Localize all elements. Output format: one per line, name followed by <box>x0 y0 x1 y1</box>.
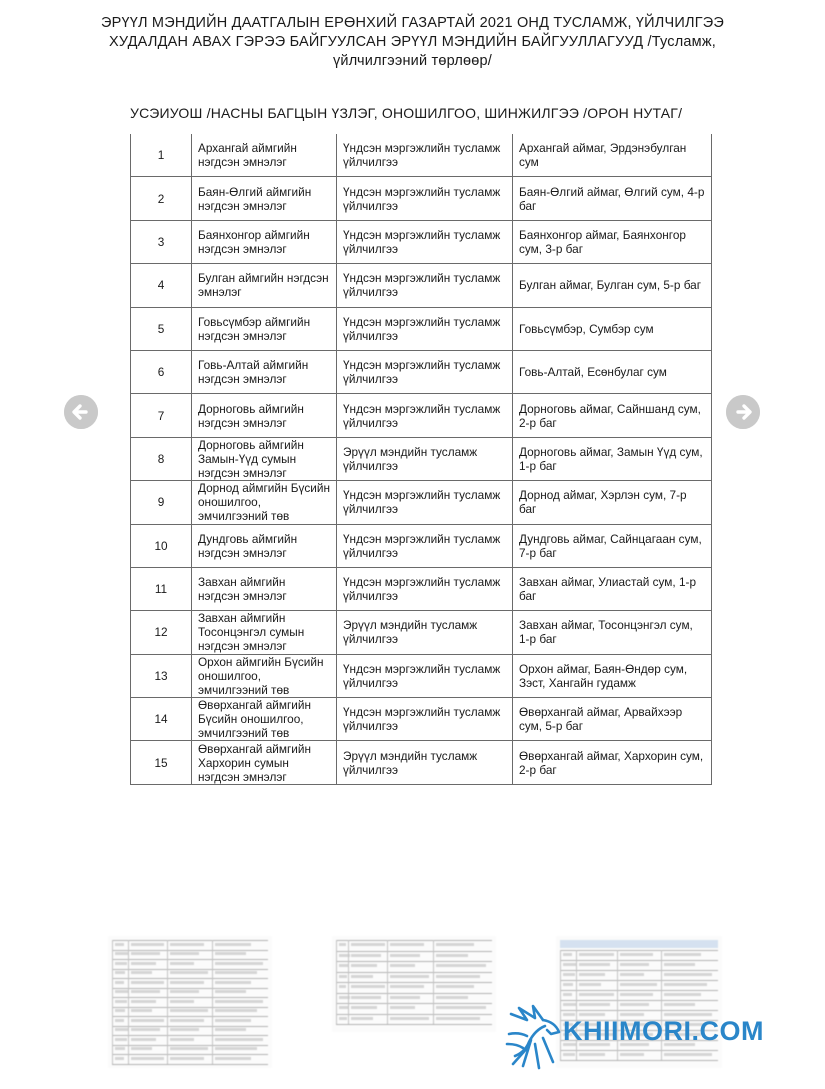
thumbnail-rule <box>336 1014 492 1015</box>
thumbnail-text <box>436 964 486 967</box>
thumbnail-text <box>131 981 164 984</box>
thumbnail-text <box>579 993 614 996</box>
service-type: Үндсэн мэргэжлийн тусламж үйлчилгээ <box>337 264 513 307</box>
hospital-table <box>130 134 712 785</box>
service-type: Үндсэн мэргэжлийн тусламж үйлчилгээ <box>337 567 513 610</box>
thumbnail-text <box>563 973 575 976</box>
thumbnail-column-rule <box>433 940 434 1024</box>
row-number: 7 <box>131 394 192 437</box>
thumbnail-rule <box>112 959 268 960</box>
hospital-location: Өвөрхангай аймаг, Хархорин сум, 2-р баг <box>513 741 712 784</box>
thumbnail-text <box>620 993 653 996</box>
thumbnail-text <box>170 1038 195 1041</box>
thumbnail-rule <box>112 969 268 970</box>
thumbnail-text <box>390 985 424 988</box>
thumbnail-text <box>115 1057 124 1060</box>
thumbnail-column-rule <box>336 940 337 1024</box>
thumbnail-text <box>115 1009 125 1012</box>
hospital-name: Говьсүмбэр аймгийн нэгдсэн эмнэлэг <box>192 307 337 350</box>
thumbnail-rule <box>560 990 718 991</box>
thumbnail-column-rule <box>112 940 113 1064</box>
thumbnail-text <box>579 953 614 956</box>
thumbnail-text <box>215 1019 252 1022</box>
row-number: 6 <box>131 350 192 393</box>
thumbnail-rule <box>560 970 718 971</box>
table-row <box>131 220 712 263</box>
thumbnail-text <box>170 943 204 946</box>
thumbnail-rule <box>336 993 492 994</box>
service-type: Үндсэн мэргэжлийн тусламж үйлчилгээ <box>337 350 513 393</box>
previous-page-button[interactable] <box>64 395 98 429</box>
table-row <box>131 437 712 480</box>
row-number: 11 <box>131 567 192 610</box>
thumbnail-text <box>215 962 263 965</box>
service-type: Үндсэн мэргэжлийн тусламж үйлчилгээ <box>337 220 513 263</box>
hospital-name: Орхон аймгийн Бүсийн оношилгоо, эмчилгээний төв <box>192 654 337 697</box>
thumbnail-text <box>339 1006 348 1009</box>
thumbnail-text <box>351 1017 372 1020</box>
thumbnail-text <box>115 1000 127 1003</box>
thumbnail-text <box>215 1009 257 1012</box>
thumbnail-text <box>563 983 573 986</box>
thumbnail-text <box>563 953 572 956</box>
thumbnail-text <box>620 963 649 966</box>
site-watermark <box>505 1004 805 1074</box>
arrow-left-icon <box>64 395 98 429</box>
thumbnail-text <box>170 1009 208 1012</box>
thumbnail-rule <box>112 1026 268 1027</box>
thumbnail-text <box>664 993 701 996</box>
thumbnail-column-rule <box>167 940 168 1064</box>
thumbnail-text <box>131 1047 152 1050</box>
table-row <box>131 394 712 437</box>
service-type: Эрүүл мэндийн тусламж үйлчилгээ <box>337 437 513 480</box>
service-type: Үндсэн мэргэжлийн тусламж үйлчилгээ <box>337 177 513 220</box>
table-row <box>131 350 712 393</box>
thumbnail-text <box>390 964 415 967</box>
thumbnail-text <box>131 1019 164 1022</box>
table-row <box>131 307 712 350</box>
service-type: Үндсэн мэргэжлийн тусламж үйлчилгээ <box>337 481 513 524</box>
thumbnail-text <box>215 990 246 993</box>
hospital-name: Дорноговь аймгийн нэгдсэн эмнэлэг <box>192 394 337 437</box>
thumbnail-text <box>215 971 257 974</box>
row-number: 13 <box>131 654 192 697</box>
thumbnail-rule <box>112 1035 268 1036</box>
thumbnail-text <box>215 952 246 955</box>
thumbnail-rule <box>112 1016 268 1017</box>
thumbnail-text <box>170 971 208 974</box>
table-row <box>131 524 712 567</box>
thumbnail-text <box>170 1057 204 1060</box>
table-row <box>131 567 712 610</box>
thumbnail-text <box>115 1038 127 1041</box>
hospital-name: Завхан аймгийн Тосонцэнгэл сумын нэгдсэн эмнэлэг <box>192 611 337 654</box>
thumbnail-text <box>131 971 152 974</box>
thumbnail-rule <box>112 1054 268 1055</box>
hospital-location: Өвөрхангай аймаг, Арвайхээр сум, 5-р баг <box>513 698 712 741</box>
thumbnail-rule <box>112 940 268 941</box>
thumbnail-text <box>215 1028 246 1031</box>
row-number: 5 <box>131 307 192 350</box>
thumbnail-text <box>390 1006 415 1009</box>
hospital-name: Баян-Өлгий аймгийн нэгдсэн эмнэлэг <box>192 177 337 220</box>
thumbnail-rule <box>112 997 268 998</box>
thumbnail-rule <box>560 1000 718 1001</box>
thumbnail-text <box>390 954 419 957</box>
service-type: Эрүүл мэндийн тусламж үйлчилгээ <box>337 741 513 784</box>
thumbnail-column-rule <box>348 940 349 1024</box>
thumbnail-text <box>170 981 204 984</box>
service-type: Үндсэн мэргэжлийн тусламж үйлчилгээ <box>337 394 513 437</box>
thumbnail-rule <box>336 1024 492 1025</box>
document-title: ЭРҮҮЛ МЭНДИЙН ДААТГАЛЫН ЕРӨНХИЙ ГАЗАРТАЙ 2021 ОНД ТУСЛАМЖ, ҮЙЛЧИЛГЭЭ ХУДАЛДАН АВАХ ГЭРЭЭ БАЙГУУЛСАН ЭРҮҮЛ МЭНДИЙН БАЙГУУЛЛАГУУД /Тусламж, үйлчилгээний төрлөөр/ <box>100 15 725 69</box>
thumbnail-text <box>390 1017 428 1020</box>
arrow-right-icon <box>726 395 760 429</box>
thumbnail-text <box>620 983 658 986</box>
thumbnail-text <box>115 1047 125 1050</box>
hospital-location: Говьсүмбэр, Сумбэр сум <box>513 307 712 350</box>
table-row <box>131 481 712 524</box>
thumbnail-rule <box>560 950 718 951</box>
thumbnail-column-rule <box>387 940 388 1024</box>
row-number: 14 <box>131 698 192 741</box>
thumbnail-text <box>351 954 380 957</box>
row-number: 9 <box>131 481 192 524</box>
hospital-location: Баянхонгор аймаг, Баянхонгор сум, 3-р баг <box>513 220 712 263</box>
thumbnail-text <box>664 963 695 966</box>
row-number: 10 <box>131 524 192 567</box>
hospital-name: Булган аймгийн нэгдсэн эмнэлэг <box>192 264 337 307</box>
thumbnail-text <box>664 983 707 986</box>
document-subtitle: УСЭИУОШ /НАСНЫ БАГЦЫН ҮЗЛЭГ, ОНОШИЛГОО, ШИНЖИЛГЭЭ /ОРОН НУТАГ/ <box>130 105 683 121</box>
thumbnail-rule <box>336 982 492 983</box>
hospital-location: Дорнод аймаг, Хэрлэн сум, 7-р баг <box>513 481 712 524</box>
thumbnail-text <box>436 1006 486 1009</box>
thumbnail-text <box>351 975 372 978</box>
thumbnail-text <box>115 990 128 993</box>
hospital-location: Орхон аймаг, Баян-Өндөр сум, Зэст, Хангайн гудамж <box>513 654 712 697</box>
hospital-name: Өвөрхангай аймгийн Бүсийн оношилгоо, эмчилгээний төв <box>192 698 337 741</box>
thumbnail-text <box>170 962 195 965</box>
thumbnail-text <box>170 952 199 955</box>
thumbnail-rule <box>112 1045 268 1046</box>
hospital-location: Дундговь аймаг, Сайнцагаан сум, 7-р баг <box>513 524 712 567</box>
thumbnail-text <box>215 981 252 984</box>
thumbnail-text <box>351 996 380 999</box>
thumbnail-text <box>131 962 156 965</box>
page-thumbnail-1[interactable] <box>108 936 272 1068</box>
thumbnail-text <box>131 943 164 946</box>
hospital-name: Дундговь аймгийн нэгдсэн эмнэлэг <box>192 524 337 567</box>
thumbnail-rule <box>336 940 492 941</box>
thumbnail-text <box>436 954 469 957</box>
thumbnail-text <box>131 1057 164 1060</box>
thumbnail-text <box>339 975 347 978</box>
service-type: Үндсэн мэргэжлийн тусламж үйлчилгээ <box>337 134 513 177</box>
thumbnail-text <box>351 964 376 967</box>
thumbnail-text <box>170 1047 208 1050</box>
hospital-name: Завхан аймгийн нэгдсэн эмнэлэг <box>192 567 337 610</box>
table-row <box>131 698 712 741</box>
thumbnail-text <box>170 990 199 993</box>
thumbnail-text <box>563 963 576 966</box>
table-row <box>131 611 712 654</box>
thumbnail-text <box>351 985 384 988</box>
service-type: Үндсэн мэргэжлийн тусламж үйлчилгээ <box>337 654 513 697</box>
table-row <box>131 134 712 177</box>
thumbnail-text <box>131 952 160 955</box>
hospital-name: Дорноговь аймгийн Замын-Үүд сумын нэгдсэн эмнэлэг <box>192 437 337 480</box>
row-number: 8 <box>131 437 192 480</box>
table-row <box>131 654 712 697</box>
thumbnail-rule <box>336 961 492 962</box>
next-page-button[interactable] <box>726 395 760 429</box>
thumbnail-text <box>115 962 127 965</box>
thumbnail-text <box>115 981 124 984</box>
thumbnail-rule <box>112 978 268 979</box>
thumbnail-text <box>215 1038 263 1041</box>
hospital-location: Дорноговь аймаг, Сайншанд сум, 2-р баг <box>513 394 712 437</box>
table-row <box>131 264 712 307</box>
thumbnail-text <box>131 1028 160 1031</box>
service-type: Үндсэн мэргэжлийн тусламж үйлчилгээ <box>337 698 513 741</box>
thumbnail-rule <box>336 951 492 952</box>
thumbnail-rule <box>336 1003 492 1004</box>
thumbnail-text <box>339 1017 347 1020</box>
thumbnail-text <box>115 952 128 955</box>
row-number: 4 <box>131 264 192 307</box>
thumbnail-rule <box>560 960 718 961</box>
thumbnail-column-rule <box>128 940 129 1064</box>
thumbnail-text <box>664 973 712 976</box>
thumbnail-text <box>390 996 419 999</box>
thumbnail-text <box>664 953 701 956</box>
thumbnail-text <box>131 1009 152 1012</box>
thumbnail-text <box>215 1057 252 1060</box>
hospital-name: Баянхонгор аймгийн нэгдсэн эмнэлэг <box>192 220 337 263</box>
table-body <box>131 134 712 784</box>
service-type: Үндсэн мэргэжлийн тусламж үйлчилгээ <box>337 307 513 350</box>
thumbnail-text <box>339 943 346 946</box>
hospital-location: Завхан аймаг, Улиастай сум, 1-р баг <box>513 567 712 610</box>
thumbnail-header <box>560 940 718 948</box>
thumbnail-text <box>115 1019 124 1022</box>
thumbnail-text <box>351 943 384 946</box>
windhorse-logo-icon <box>505 1004 567 1074</box>
thumbnail-text <box>115 943 124 946</box>
table-row <box>131 177 712 220</box>
service-type: Үндсэн мэргэжлийн тусламж үйлчилгээ <box>337 524 513 567</box>
thumbnail-rule <box>112 950 268 951</box>
row-number: 1 <box>131 134 192 177</box>
row-number: 15 <box>131 741 192 784</box>
thumbnail-text <box>339 985 346 988</box>
hospital-location: Архангай аймаг, Эрдэнэбулган сум <box>513 134 712 177</box>
thumbnail-text <box>131 990 160 993</box>
thumbnail-text <box>579 963 610 966</box>
thumbnail-text <box>620 973 644 976</box>
row-number: 12 <box>131 611 192 654</box>
thumbnail-rule <box>560 980 718 981</box>
thumbnail-rule <box>112 988 268 989</box>
thumbnail-text <box>579 983 602 986</box>
thumbnail-text <box>436 1017 480 1020</box>
thumbnail-text <box>170 1000 195 1003</box>
thumbnail-text <box>339 964 348 967</box>
thumbnail-text <box>115 1028 128 1031</box>
thumbnail-rule <box>336 972 492 973</box>
thumbnail-text <box>115 971 125 974</box>
row-number: 2 <box>131 177 192 220</box>
thumbnail-text <box>390 975 428 978</box>
hospital-name: Архангай аймгийн нэгдсэн эмнэлэг <box>192 134 337 177</box>
thumbnail-text <box>131 1000 156 1003</box>
thumbnail-text <box>579 973 606 976</box>
thumbnail-text <box>170 1019 204 1022</box>
thumbnail-text <box>215 1047 257 1050</box>
thumbnail-column-rule <box>212 940 213 1064</box>
thumbnail-text <box>351 1006 376 1009</box>
row-number: 3 <box>131 220 192 263</box>
thumbnail-rule <box>112 1007 268 1008</box>
hospital-location: Говь-Алтай, Есөнбулаг сум <box>513 350 712 393</box>
hospital-name: Дорнод аймгийн Бүсийн оношилгоо, эмчилгээний төв <box>192 481 337 524</box>
table-row <box>131 741 712 784</box>
thumbnail-text <box>170 1028 199 1031</box>
thumbnail-text <box>131 1038 156 1041</box>
thumbnail-text <box>436 985 475 988</box>
thumbnail-rule <box>112 1064 268 1065</box>
watermark-text: KHIIMORI.COM <box>563 1016 764 1046</box>
thumbnail-text <box>620 953 653 956</box>
service-type: Эрүүл мэндийн тусламж үйлчилгээ <box>337 611 513 654</box>
hospital-name: Говь-Алтай аймгийн нэгдсэн эмнэлэг <box>192 350 337 393</box>
thumbnail-text <box>215 1000 263 1003</box>
thumbnail-text <box>436 975 480 978</box>
thumbnail-text <box>436 996 469 999</box>
page-thumbnail-2[interactable] <box>332 936 496 1032</box>
hospital-location: Булган аймаг, Булган сум, 5-р баг <box>513 264 712 307</box>
thumbnail-text <box>436 943 475 946</box>
thumbnail-text <box>215 943 252 946</box>
thumbnail-text <box>563 993 572 996</box>
thumbnail-text <box>390 943 424 946</box>
hospital-name: Өвөрхангай аймгийн Хархорин сумын нэгдсэн эмнэлэг <box>192 741 337 784</box>
hospital-location: Баян-Өлгий аймаг, Өлгий сум, 4-р баг <box>513 177 712 220</box>
hospital-location: Дорноговь аймаг, Замын Үүд сум, 1-р баг <box>513 437 712 480</box>
hospital-location: Завхан аймаг, Тосонцэнгэл сум, 1-р баг <box>513 611 712 654</box>
